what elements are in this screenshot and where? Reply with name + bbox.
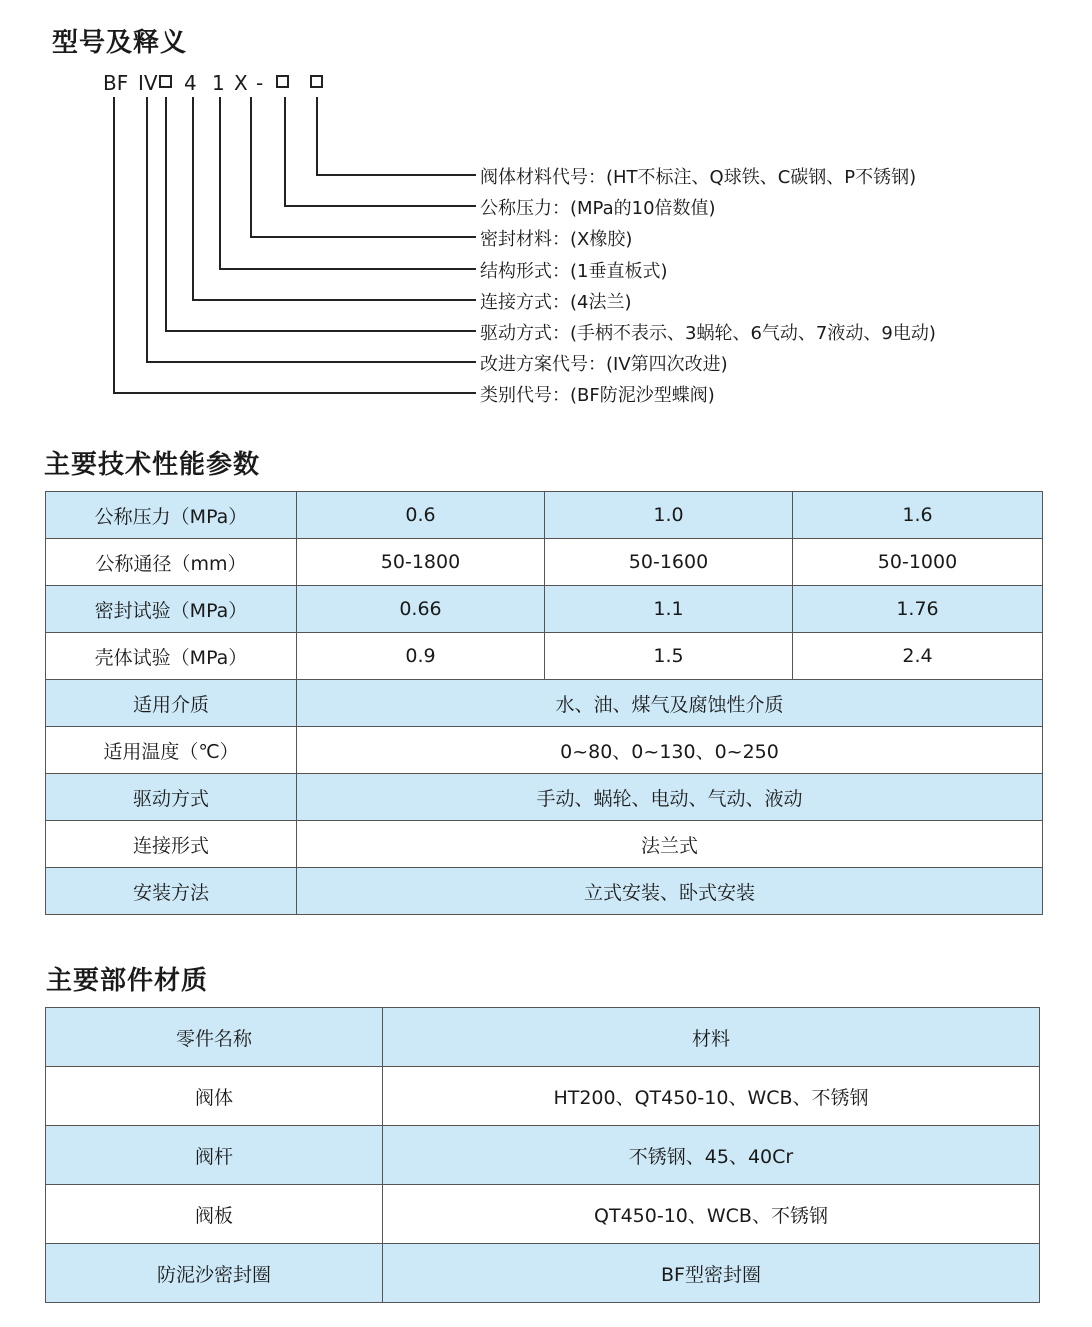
spec-value: 立式安装、卧式安装 bbox=[297, 868, 1043, 915]
part-material: BF型密封圈 bbox=[383, 1244, 1040, 1303]
spec-value: 1.76 bbox=[793, 586, 1043, 633]
table-row bbox=[46, 586, 1043, 633]
spec-value: 0.66 bbox=[297, 586, 545, 633]
annotation-structure: 结构形式：(1垂直板式) bbox=[480, 261, 668, 282]
table-row bbox=[46, 492, 1043, 539]
part-material: HT200、QT450-10、WCB、不锈钢 bbox=[383, 1067, 1040, 1126]
part-material: QT450-10、WCB、不锈钢 bbox=[383, 1185, 1040, 1244]
spec-value: 1.0 bbox=[545, 492, 793, 539]
spec-value: 50-1600 bbox=[545, 539, 793, 586]
spec-label: 驱动方式 bbox=[46, 774, 297, 821]
spec-value: 50-1800 bbox=[297, 539, 545, 586]
annotation-drive: 驱动方式：(手柄不表示、3蜗轮、6气动、7液动、9电动) bbox=[480, 323, 936, 344]
table-row bbox=[46, 680, 1043, 727]
column-header-part: 零件名称 bbox=[46, 1008, 383, 1067]
code-x: X bbox=[234, 71, 248, 95]
table-row bbox=[46, 633, 1043, 680]
table-row bbox=[46, 774, 1043, 821]
table-row bbox=[46, 821, 1043, 868]
code-dash: - bbox=[256, 71, 264, 95]
part-name: 防泥沙密封圈 bbox=[46, 1244, 383, 1303]
spec-value: 1.5 bbox=[545, 633, 793, 680]
spec-value: 手动、蜗轮、电动、气动、液动 bbox=[297, 774, 1043, 821]
table-row bbox=[46, 1126, 1040, 1185]
table-row bbox=[46, 1067, 1040, 1126]
table-row bbox=[46, 1185, 1040, 1244]
table-row bbox=[46, 539, 1043, 586]
section-title-specs: 主要技术性能参数 bbox=[44, 450, 261, 480]
spec-label: 公称通径（mm） bbox=[46, 539, 297, 586]
spec-label: 适用介质 bbox=[46, 680, 297, 727]
code-iv: IV bbox=[138, 71, 158, 95]
annotation-pressure: 公称压力：(MPa的10倍数值) bbox=[480, 198, 716, 219]
annotation-connection: 连接方式：(4法兰) bbox=[480, 292, 632, 313]
annotation-body-material: 阀体材料代号：(HT不标注、Q球铁、C碳钢、P不锈钢) bbox=[480, 167, 917, 188]
spec-label: 安装方法 bbox=[46, 868, 297, 915]
part-material: 不锈钢、45、40Cr bbox=[383, 1126, 1040, 1185]
spec-label: 密封试验（MPa） bbox=[46, 586, 297, 633]
spec-value: 1.1 bbox=[545, 586, 793, 633]
part-name: 阀板 bbox=[46, 1185, 383, 1244]
spec-label: 连接形式 bbox=[46, 821, 297, 868]
spec-value: 法兰式 bbox=[297, 821, 1043, 868]
annotation-improvement: 改进方案代号：(IV第四次改进) bbox=[480, 354, 728, 375]
annotation-category: 类别代号：(BF防泥沙型蝶阀) bbox=[480, 385, 715, 406]
spec-value: 2.4 bbox=[793, 633, 1043, 680]
code-1: 1 bbox=[212, 71, 225, 95]
annotation-seal-material: 密封材料：(X橡胶) bbox=[480, 229, 633, 250]
section-title-model: 型号及释义 bbox=[52, 28, 188, 58]
spec-value: 50-1000 bbox=[793, 539, 1043, 586]
code-4: 4 bbox=[184, 71, 197, 95]
specs-table bbox=[45, 491, 1043, 915]
spec-value: 0.9 bbox=[297, 633, 545, 680]
table-row bbox=[46, 1244, 1040, 1303]
section-title-materials: 主要部件材质 bbox=[46, 966, 209, 996]
spec-value: 0.6 bbox=[297, 492, 545, 539]
spec-label: 壳体试验（MPa） bbox=[46, 633, 297, 680]
spec-label: 适用温度（℃） bbox=[46, 727, 297, 774]
column-header-material: 材料 bbox=[383, 1008, 1040, 1067]
code-bf: BF bbox=[103, 71, 129, 95]
table-row bbox=[46, 868, 1043, 915]
spec-value: 水、油、煤气及腐蚀性介质 bbox=[297, 680, 1043, 727]
spec-value: 0~80、0~130、0~250 bbox=[297, 727, 1043, 774]
part-name: 阀杆 bbox=[46, 1126, 383, 1185]
table-row bbox=[46, 727, 1043, 774]
table-header-row bbox=[46, 1008, 1040, 1067]
spec-value: 1.6 bbox=[793, 492, 1043, 539]
part-name: 阀体 bbox=[46, 1067, 383, 1126]
materials-table bbox=[45, 1007, 1040, 1303]
spec-label: 公称压力（MPa） bbox=[46, 492, 297, 539]
